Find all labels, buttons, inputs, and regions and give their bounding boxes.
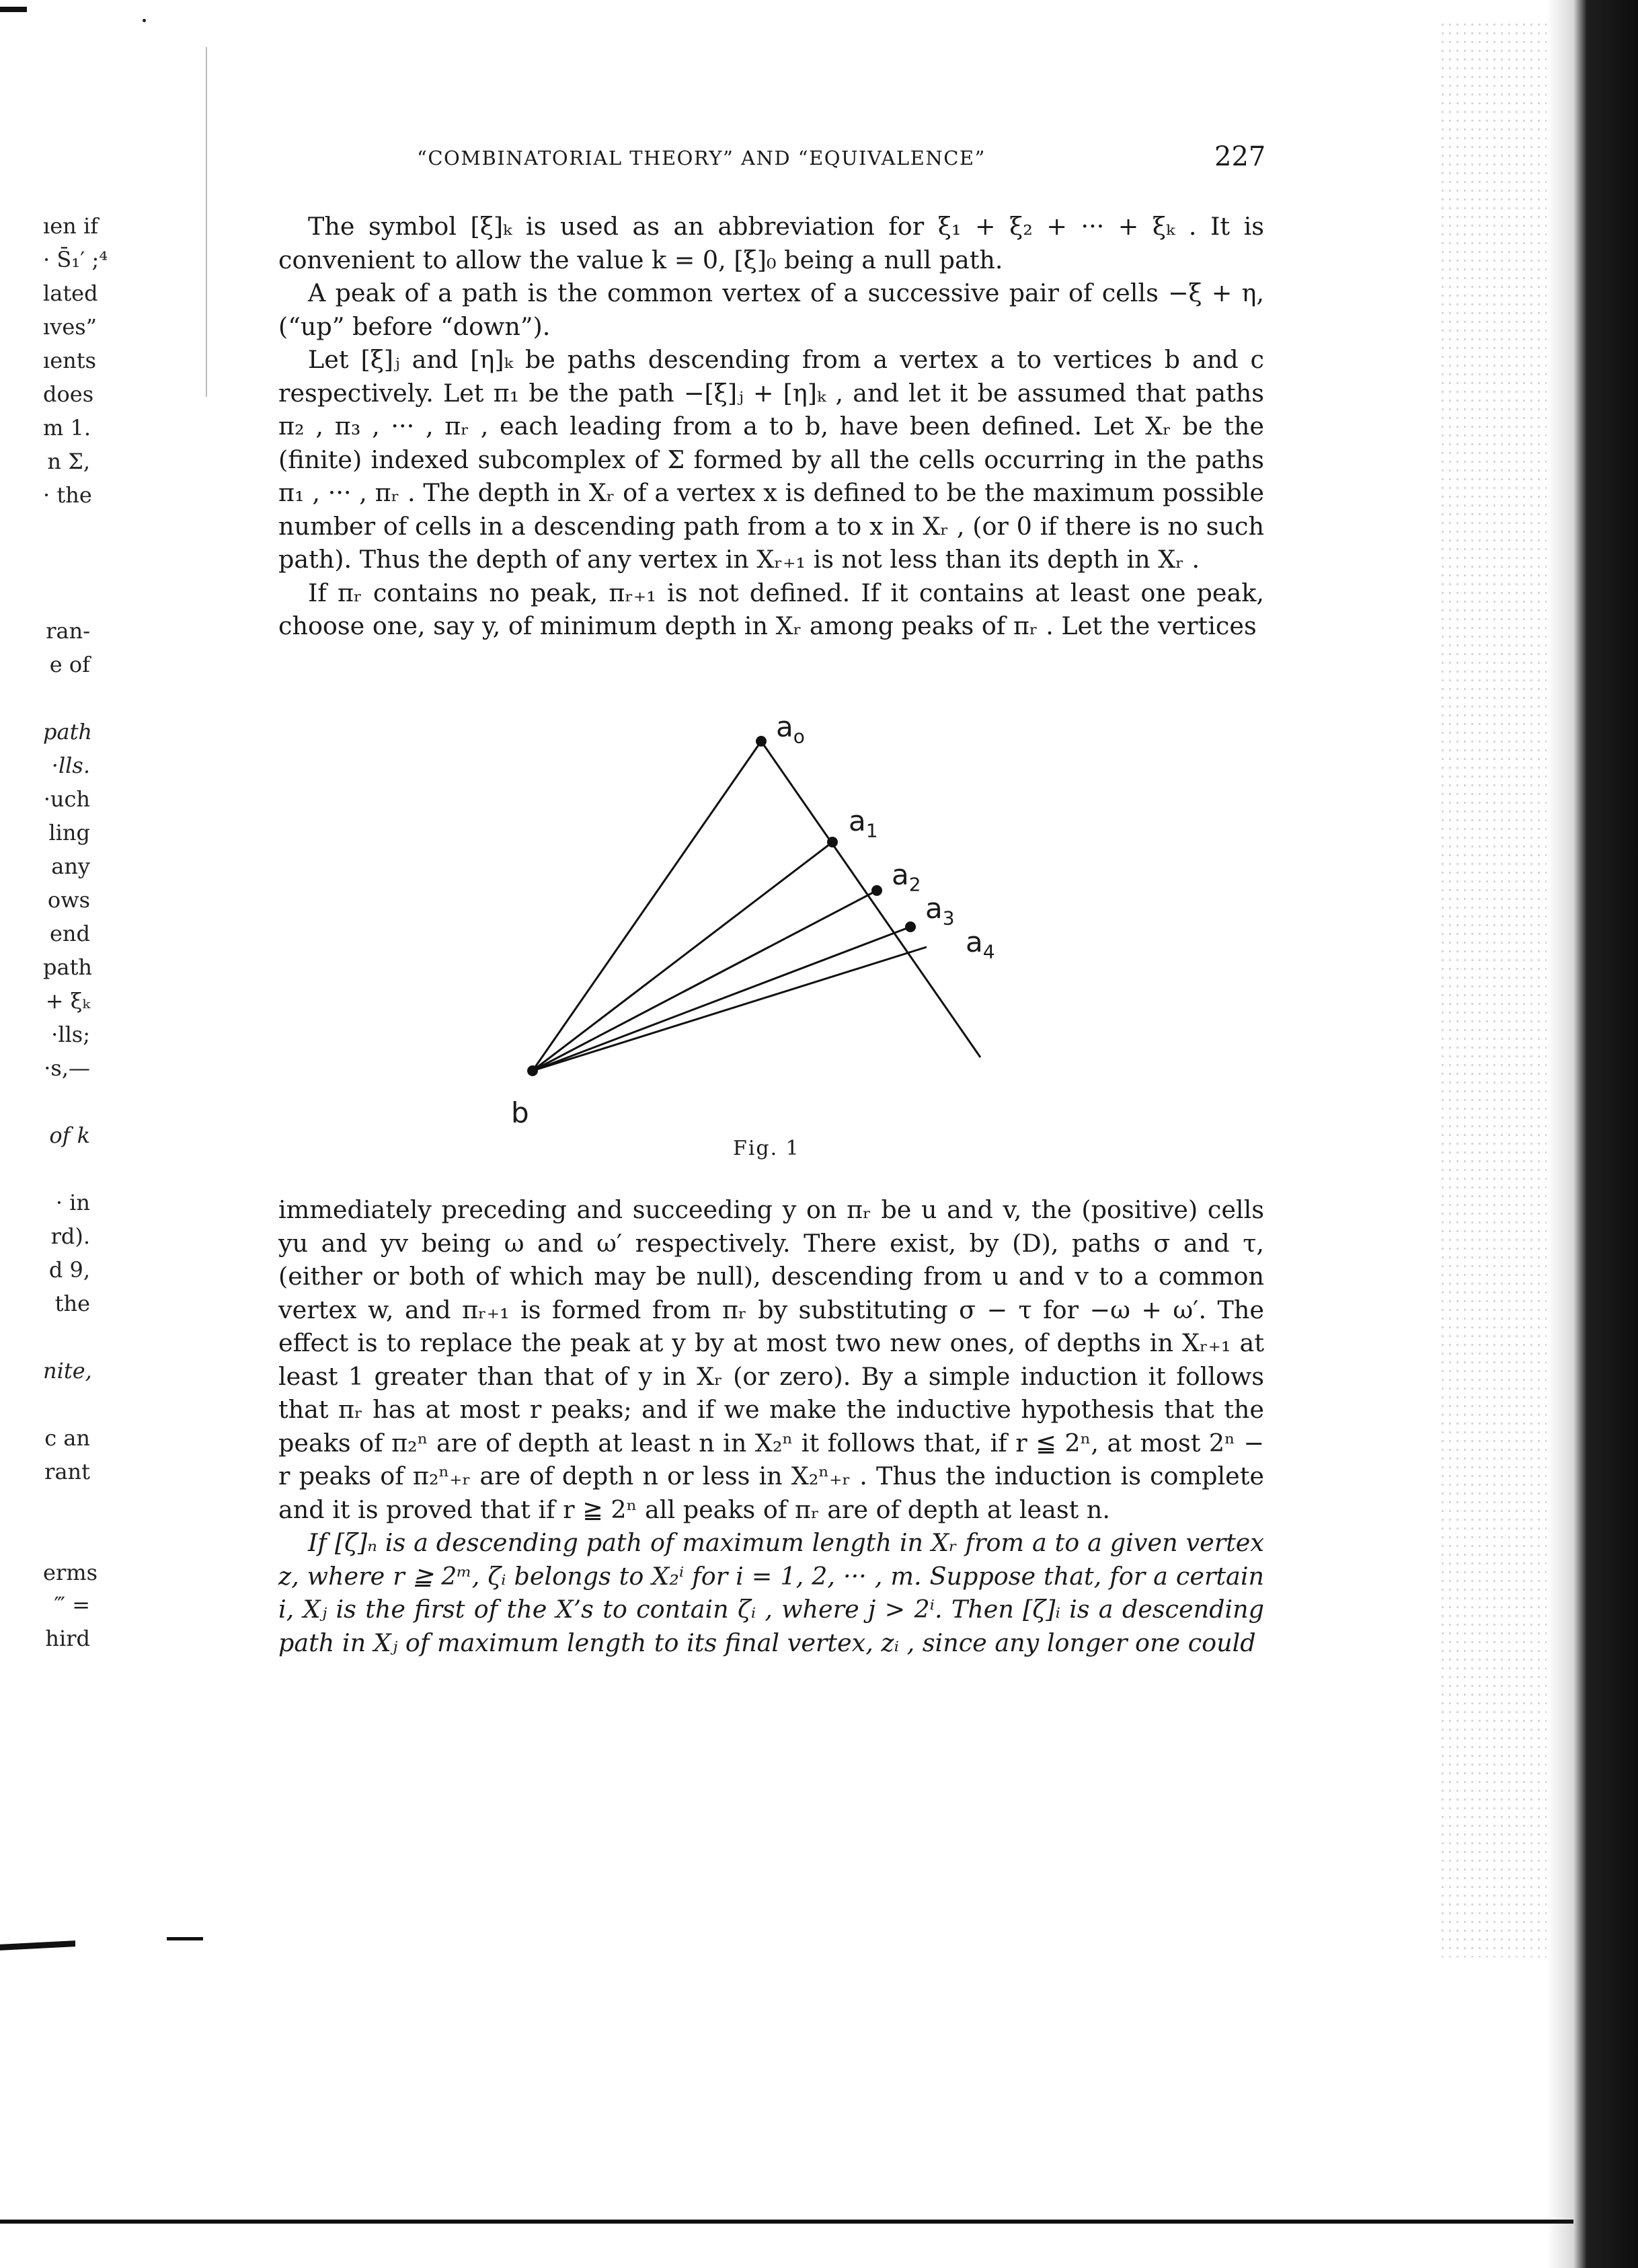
margin-fragment: · the: [43, 482, 92, 508]
scan-speckle: [1439, 20, 1553, 1957]
paragraph: The symbol [ξ]ₖ is used as an abbreviation for ξ₁ + ξ₂ + ··· + ξₖ . It is convenient to allow the value k = 0, [ξ]₀ being a null path.: [278, 212, 1264, 274]
margin-fragment: m 1.: [43, 415, 91, 441]
vertex-a2: [871, 885, 882, 896]
vertex-b: [527, 1065, 538, 1076]
scan-mark-bottom-mid: [167, 1937, 203, 1940]
edge-a3-b: [533, 927, 910, 1071]
edge-a0-b: [533, 741, 761, 1071]
margin-fragment: erms: [43, 1560, 98, 1585]
margin-fragment: path: [43, 954, 93, 980]
margin-fragment: does: [43, 381, 94, 407]
figure-diagram: [471, 700, 1062, 1117]
scan-mark-dash: [0, 7, 27, 12]
margin-fragment: e of: [49, 652, 90, 677]
margin-fragment: rd).: [50, 1223, 90, 1249]
figure-caption: Fig. 1: [733, 1137, 800, 1160]
margin-fragment: ıves”: [43, 314, 98, 340]
page-number: 227: [1214, 141, 1266, 172]
paragraph: Let [ξ]ⱼ and [η]ₖ be paths descending from a vertex a to vertices b and c respectively. Let π₁ be the path −[ξ]ⱼ + [η]ₖ , and let it be assumed that paths π₂ , π₃ , ··· , πᵣ , each leading from a to b, have been defined. Let Xᵣ be the (finite) indexed subcomplex of Σ formed by all the cells occurring in the paths π₁ , ··· , πᵣ . The depth in Xᵣ of a vertex x is defined to be the maximum possible number of cells in a descending path from a to x in Xᵣ , (or 0 if there is no such path). Thus the depth of any vertex in Xᵣ₊₁ is not less than its depth in Xᵣ .: [278, 345, 1264, 574]
edge-a4-b: [533, 947, 927, 1071]
margin-fragment: end: [49, 921, 90, 946]
margin-fragment: lated: [43, 280, 98, 306]
margin-fragment: ‴ =: [54, 1592, 90, 1618]
margin-fragment: ·lls.: [51, 753, 90, 778]
margin-fragment: + ξₖ: [45, 988, 90, 1014]
body-text-bottom: [278, 1193, 1264, 1659]
margin-fragment: ıen if: [43, 213, 99, 239]
scan-mark-bottom-left: [0, 1940, 75, 1951]
edge-a1-b: [533, 842, 832, 1071]
edge-a2-b: [533, 891, 877, 1071]
bottom-edge-rule: [0, 2220, 1573, 2224]
figure-1: [471, 700, 1062, 1129]
paragraph: A peak of a path is the common vertex of a successive pair of cells −ξ + η, (“up” before “down”).: [278, 278, 1264, 341]
paragraph: immediately preceding and succeeding y on πᵣ be u and v, the (positive) cells yu and yv being ω and ω′ respectively. There exist, by (D), paths σ and τ, (either or both of which may be null), descending from u and v to a common vertex w, and πᵣ₊₁ is formed from πᵣ by substituting σ − τ for −ω + ω′. The effect is to replace the peak at y by at most two new ones, of depths in Xᵣ₊₁ at least 1 greater than that of y in Xᵣ (or zero). By a simple induction it follows that πᵣ has at most r peaks; and if we make the inductive hypothesis that the peaks of π₂ⁿ are of depth at least n in X₂ⁿ it follows that, if r ≦ 2ⁿ, at most 2ⁿ − r peaks of π₂ⁿ₊ᵣ are of depth n or less in X₂ⁿ₊ᵣ . Thus the induction is complete and it is proved that if r ≧ 2ⁿ all peaks of πᵣ are of depth at least n.: [278, 1195, 1264, 1524]
margin-fragment: the: [54, 1291, 90, 1316]
scan-mark-dot: [143, 19, 146, 22]
vertex-a1: [827, 837, 838, 847]
running-head: “COMBINATORIAL THEORY” AND “EQUIVALENCE”: [417, 147, 986, 169]
margin-fragment: ·s,—: [44, 1055, 90, 1081]
margin-fragment: of k: [49, 1123, 90, 1148]
label-a1: $a_1$: [849, 804, 878, 842]
margin-fragment: path: [43, 719, 93, 745]
vertex-a0: [756, 736, 767, 747]
margin-fragment: ıents: [43, 348, 97, 373]
margin-fragment: any: [51, 854, 90, 879]
label-a2: $a_2$: [892, 858, 921, 896]
margin-fragment: hird: [45, 1626, 90, 1651]
margin-fragment: · S̄₁′ ;⁴: [43, 247, 108, 272]
label-a3: $a_3$: [925, 892, 955, 930]
label-a4: $a_4$: [966, 925, 995, 963]
vertex-a3: [905, 921, 916, 932]
margin-fragment: ·uch: [43, 786, 90, 812]
book-binding-edge: [1547, 0, 1638, 2268]
margin-fragment: ran-: [46, 618, 90, 644]
body-text-top: [278, 210, 1264, 643]
margin-fragment: ling: [48, 820, 90, 845]
gutter-line: [206, 47, 207, 397]
margin-fragment: · in: [55, 1190, 90, 1215]
margin-fragment: ·lls;: [51, 1022, 90, 1047]
label-b: b: [511, 1096, 529, 1129]
label-a0: $a_o$: [776, 710, 805, 748]
margin-fragment: rant: [44, 1459, 90, 1484]
margin-fragment: d 9,: [48, 1257, 90, 1283]
margin-fragment: nite,: [43, 1358, 92, 1384]
margin-fragment: ows: [47, 887, 90, 913]
margin-fragment: n Σ,: [47, 449, 90, 474]
paragraph: If [ζ]ₙ is a descending path of maximum length in Xᵣ from a to a given vertex z, where r ≧ 2ᵐ, ζᵢ belongs to X₂ⁱ for i = 1, 2, ··· , m. Suppose that, for a certain i, Xⱼ is the first of the X’s to contain ζᵢ , where j > 2ⁱ. Then [ζ]ᵢ is a descending path in Xⱼ of maximum length to its final vertex, zᵢ , since any longer one could: [278, 1528, 1264, 1657]
margin-fragment: c an: [44, 1425, 90, 1451]
paragraph: If πᵣ contains no peak, πᵣ₊₁ is not defined. If it contains at least one peak, choose one, say y, of minimum depth in Xᵣ among peaks of πᵣ . Let the vertices: [278, 578, 1264, 640]
